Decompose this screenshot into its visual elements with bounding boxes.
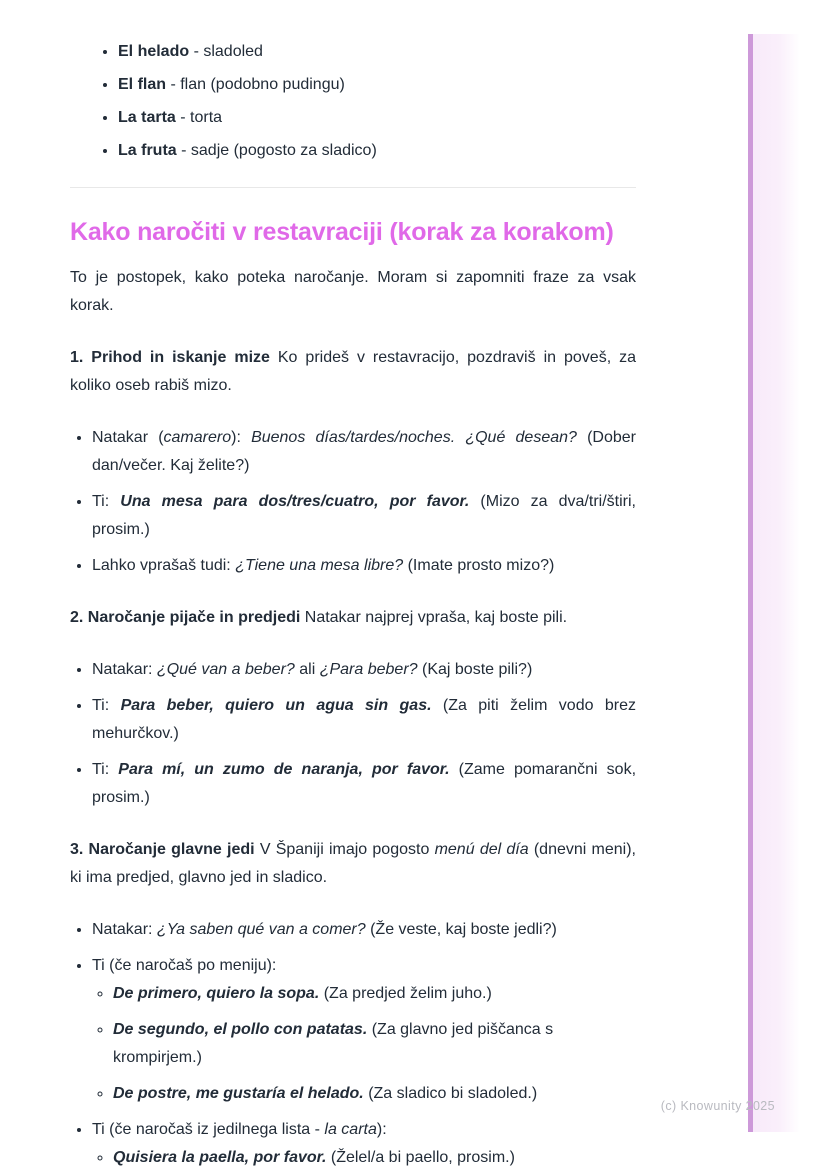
- translation-text: (Kaj boste pili?): [417, 661, 533, 678]
- list-item: [118, 104, 636, 132]
- sub-phrase-item: [113, 1080, 636, 1108]
- phrase-item: [92, 656, 636, 684]
- vocab-definition: - sladoled: [189, 43, 263, 60]
- sub-phrase-item: [113, 980, 636, 1008]
- spanish-term: camarero: [163, 429, 232, 446]
- step-label: 1. Prihod in iskanje mize: [70, 349, 270, 366]
- phrase-text: Ti (če naročaš iz jedilnega lista -: [92, 1121, 325, 1138]
- phrase-item: [92, 692, 636, 748]
- phrase-item: [92, 552, 636, 580]
- phrase-text: Natakar:: [92, 921, 157, 938]
- spanish-phrase: De primero, quiero la sopa.: [113, 985, 320, 1002]
- sub-phrase-item: [113, 1144, 636, 1171]
- spanish-phrase: De segundo, el pollo con patatas.: [113, 1021, 368, 1038]
- step-text: Ko prideš v restavracijo, pozdraviš in poveš, za koliko oseb rabiš mizo.: [70, 349, 636, 394]
- spanish-phrase: Para mí, un zumo de naranja, por favor.: [118, 761, 450, 778]
- translation-text: (Za predjed želim juho.): [319, 985, 492, 1002]
- phrase-text: ):: [376, 1121, 387, 1138]
- translation-text: (Zame pomarančni sok, prosim.): [92, 761, 637, 806]
- translation-text: (Že veste, kaj boste jedli?): [365, 921, 557, 938]
- step-text: V Španiji imajo pogosto: [254, 841, 435, 858]
- step-text: (dnevni meni), ki ima predjed, glavno jed in sladico.: [70, 841, 637, 886]
- phrase-text: Ti:: [92, 697, 121, 714]
- phrase-item: [92, 756, 636, 812]
- phrase-text: Ti (če naročaš po meniju):: [92, 957, 277, 974]
- spanish-term: menú del día: [434, 841, 529, 858]
- phrase-item: [92, 952, 636, 1108]
- step-3-phrase-list: [70, 916, 636, 1171]
- list-item: [118, 38, 636, 66]
- sub-phrase-item: [113, 1016, 636, 1072]
- phrase-text: Natakar (: [92, 429, 164, 446]
- translation-text: (Za piti želim vodo brez mehurčkov.): [92, 697, 636, 742]
- vocab-definition: - torta: [175, 109, 223, 126]
- spanish-phrase: Quisiera la paella, por favor.: [113, 1149, 327, 1166]
- section-heading: Kako naročiti v restavraciji (korak za korakom): [70, 218, 614, 246]
- step-3-heading: [70, 836, 636, 892]
- section-divider: [70, 187, 636, 188]
- step-2-phrase-list: [70, 656, 636, 812]
- spanish-phrase: Para beber, quiero un agua sin gas.: [120, 697, 432, 714]
- step-label: 3. Naročanje glavne jedi: [70, 841, 255, 858]
- phrase-text: ali: [294, 661, 320, 678]
- spanish-phrase: ¿Para beber?: [319, 661, 418, 678]
- phrase-text: Natakar:: [92, 661, 157, 678]
- vocab-term: El flan: [118, 76, 167, 93]
- list-item: [118, 137, 636, 165]
- step-1-heading: [70, 344, 636, 400]
- translation-text: (Mizo za dva/tri/štiri, prosim.): [92, 493, 637, 538]
- page-edge-decoration: [748, 34, 800, 1132]
- phrase-text: Ti:: [92, 761, 119, 778]
- spanish-term: la carta: [324, 1121, 377, 1138]
- phrase-text: Lahko vprašaš tudi:: [92, 557, 236, 574]
- phrase-item: [92, 488, 636, 544]
- intro-paragraph: To je postopek, kako poteka naročanje. Moram si zapomniti fraze za vsak korak.: [70, 269, 636, 314]
- translation-text: (Želel/a bi paello, prosim.): [326, 1149, 515, 1166]
- translation-text: (Dober dan/večer. Kaj želite?): [92, 429, 636, 474]
- vocab-term: La tarta: [118, 109, 176, 126]
- list-item: [118, 71, 636, 99]
- translation-text: (Za sladico bi sladoled.): [363, 1085, 538, 1102]
- copyright-notice: (c) Knowunity 2025: [660, 1099, 775, 1113]
- phrase-item: [92, 1116, 636, 1171]
- step-2-heading: [70, 604, 636, 632]
- step-label: 2. Naročanje pijače in predjedi: [70, 609, 301, 626]
- step-1-phrase-list: [70, 424, 636, 580]
- dessert-vocab-list: [70, 38, 636, 165]
- vocab-definition: - flan (podobno pudingu): [166, 76, 345, 93]
- spanish-phrase: ¿Tiene una mesa libre?: [235, 557, 404, 574]
- translation-text: (Za glavno jed piščanca s krompirjem.): [113, 1021, 554, 1066]
- document-content: [70, 0, 636, 1171]
- vocab-term: La fruta: [118, 142, 177, 159]
- step-text: Natakar najprej vpraša, kaj boste pili.: [300, 609, 568, 626]
- spanish-phrase: ¿Ya saben qué van a comer?: [156, 921, 366, 938]
- translation-text: (Imate prosto mizo?): [403, 557, 555, 574]
- menu-order-sublist: [92, 980, 636, 1108]
- phrase-item: [92, 916, 636, 944]
- vocab-definition: - sadje (pogosto za sladico): [176, 142, 377, 159]
- spanish-phrase: Buenos días/tardes/noches. ¿Qué desean?: [251, 429, 577, 446]
- carta-order-sublist: [92, 1144, 636, 1171]
- spanish-phrase: Una mesa para dos/tres/cuatro, por favor.: [120, 493, 470, 510]
- phrase-text: Ti:: [92, 493, 121, 510]
- spanish-phrase: ¿Qué van a beber?: [156, 661, 295, 678]
- phrase-item: [92, 424, 636, 480]
- vocab-term: El helado: [118, 43, 190, 60]
- spanish-phrase: De postre, me gustaría el helado.: [113, 1085, 364, 1102]
- phrase-text: ):: [231, 429, 252, 446]
